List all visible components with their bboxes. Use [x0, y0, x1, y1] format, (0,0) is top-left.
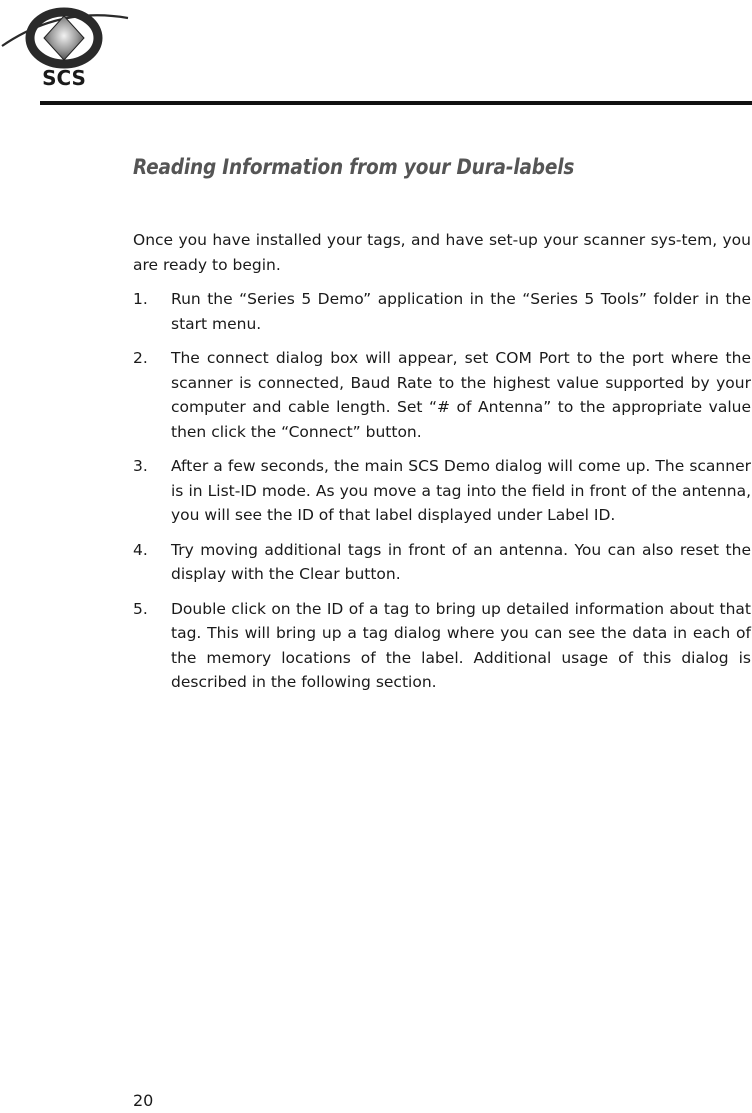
- step-text: The connect dialog box will appear, set COM Port to the port where the scanner is connected, Baud Rate to the highest value supported by your computer and cable length. Set “# of Antenna” to the appropriate value then click the “Connect” button.: [171, 349, 751, 441]
- list-item: [133, 597, 751, 695]
- step-number: 1.: [133, 290, 148, 308]
- list-item: [133, 287, 751, 336]
- list-item: [133, 454, 751, 528]
- step-number: 5.: [133, 599, 148, 618]
- logo-text: SCS: [42, 66, 86, 90]
- step-text: Try moving additional tags in front of an antenna. You can also reset the display with the Clear button.: [171, 540, 751, 583]
- step-text: After a few seconds, the main SCS Demo dialog will come up. The scanner is in List-ID mode. As you move a tag into the field in front of the antenna, you will see the ID of that label displayed under Label ID.: [171, 457, 751, 524]
- steps-list: [133, 287, 751, 695]
- page-number: 20: [133, 1091, 154, 1110]
- body-content: [133, 228, 751, 705]
- step-text: Double click on the ID of a tag to bring up detailed information about that tag. This will bring up a tag dialog where you can see the data in each of the memory locations of the label. Additional usage of this dialog is described in the following section.: [171, 599, 751, 691]
- intro-paragraph: Once you have installed your tags, and have set-up your scanner sys-tem, you are ready to begin.: [133, 231, 751, 274]
- step-number: 4.: [133, 540, 148, 559]
- scs-logo: [0, 0, 130, 90]
- step-text: Run the “Series 5 Demo” application in the “Series 5 Tools” folder in the start menu.: [171, 290, 751, 333]
- step-number: 2.: [133, 349, 148, 367]
- list-item: [133, 538, 751, 587]
- page-title: Reading Information from your Dura-labels: [133, 155, 575, 179]
- step-number: 3.: [133, 457, 148, 475]
- header-rule: [40, 101, 752, 105]
- list-item: [133, 346, 751, 444]
